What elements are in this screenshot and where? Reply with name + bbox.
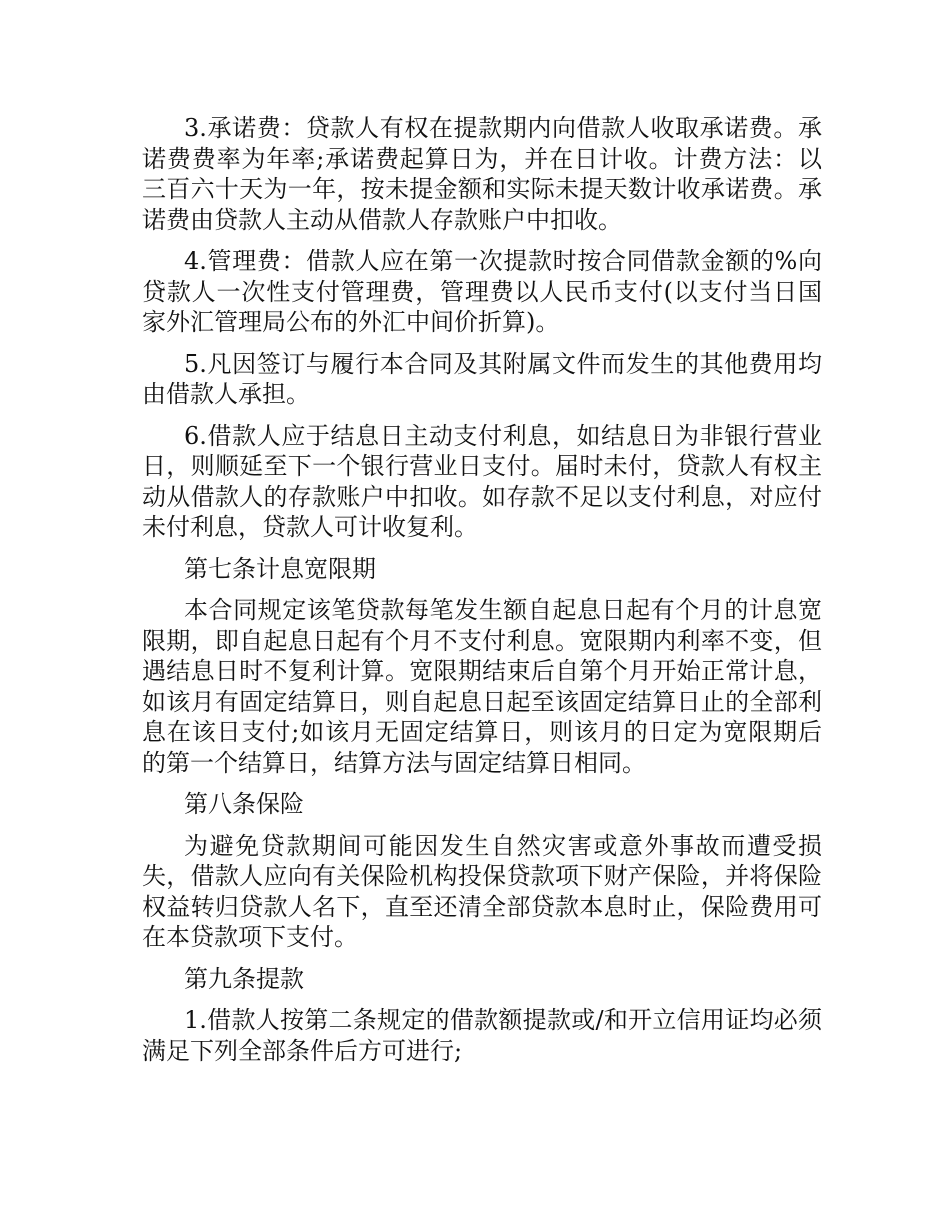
paragraph-interest-payment: 6.借款人应于结息日主动支付利息，如结息日为非银行营业日，则顺延至下一个银行营业日支付。届时未付，贷款人有权主动从借款人的存款账户中扣收。如存款不足以支付利息，对应付未付利息，贷款人可计收复利。 xyxy=(142,421,822,541)
heading-article-9: 第九条提款 xyxy=(184,964,304,993)
heading-article-8: 第八条保险 xyxy=(184,790,304,818)
document-body xyxy=(142,113,822,1077)
paragraph-other-fees: 5.凡因签订与履行本合同及其附属文件而发生的其他费用均由借款人承担。 xyxy=(142,349,822,408)
paragraph-commitment-fee: 3.承诺费：贷款人有权在提款期内向借款人收取承诺费。承诺费费率为年率;承诺费起算日为，并在日计收。计费方法：以三百六十天为一年，按未提金额和实际未提天数计收承诺费。承诺费由贷款人主动从借款人存款账户中扣收。 xyxy=(142,114,822,234)
paragraph-grace-period: 本合同规定该笔贷款每笔发生额自起息日起有个月的计息宽限期，即自起息日起有个月不支付利息。宽限期内利率不变，但遇结息日时不复利计算。宽限期结束后自第个月开始正常计息，如该月有固定结算日，则自起息日起至该固定结算日止的全部利息在该日支付;如该月无固定结算日，则该月的日定为宽限期后的第一个结算日，结算方法与固定结算日相同。 xyxy=(142,596,822,777)
paragraph-management-fee: 4.管理费：借款人应在第一次提款时按合同借款金额的%向贷款人一次性支付管理费，管理费以人民币支付(以支付当日国家外汇管理局公布的外汇中间价折算)。 xyxy=(142,247,822,336)
paragraph-drawdown-1: 1.借款人按第二条规定的借款额提款或/和开立信用证均必须满足下列全部条件后方可进行; xyxy=(142,1006,822,1065)
heading-article-7: 第七条计息宽限期 xyxy=(184,554,376,583)
paragraph-insurance: 为避免贷款期间可能因发生自然灾害或意外事故而遭受损失，借款人应向有关保险机构投保贷款项下财产保险，并将保险权益转归贷款人名下，直至还清全部贷款本息时止，保险费用可在本贷款项下支付。 xyxy=(142,831,822,951)
